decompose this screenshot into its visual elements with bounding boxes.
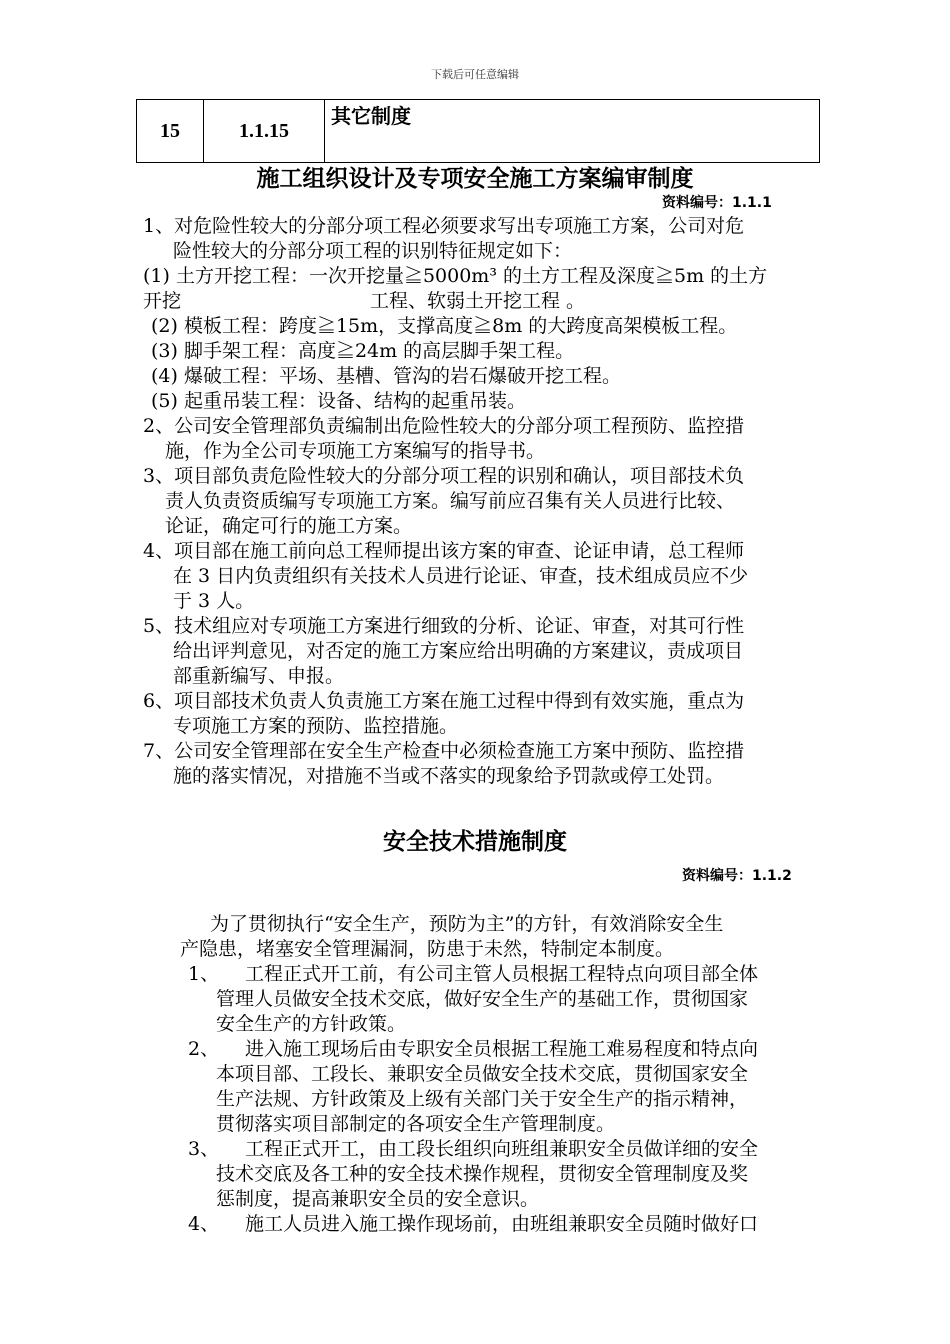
section1-title: 施工组织设计及专项安全施工方案编审制度 <box>256 166 694 192</box>
s2-line: 贯彻落实项目部制定的各项安全生产管理制度。 <box>216 1113 616 1135</box>
s1-line: 4、项目部在施工前向总工程师提出该方案的审查、论证申请，总工程师 <box>143 540 745 562</box>
s1-line: 7、公司安全管理部在安全生产检查中必须检查施工方案中预防、监控措 <box>143 740 745 762</box>
s1-line: 在 3 日内负责组织有关技术人员进行论证、审查，技术组成员应不少 <box>173 565 749 587</box>
s1-line: 5、技术组应对专项施工方案进行细致的分析、论证、审查，对其可行性 <box>143 615 745 637</box>
s1-line: 险性较大的分部分项工程的识别特征规定如下： <box>173 240 573 262</box>
s1-line: 给出评判意见，对否定的施工方案应给出明确的方案建议，责成项目 <box>173 640 744 662</box>
s1-line: (4) 爆破工程：平场、基槽、管沟的岩石爆破开挖工程。 <box>151 365 621 387</box>
section1-doc-no: 资料编号：1.1.1 <box>662 195 772 211</box>
s1-line: 开挖 <box>143 290 182 312</box>
s1-line: 3、项目部负责危险性较大的分部分项工程的识别和确认，项目部技术负 <box>143 465 745 487</box>
s2-item-number: 2、 <box>188 1038 220 1060</box>
s2-line: 管理人员做安全技术交底，做好安全生产的基础工作，贯彻国家 <box>216 988 749 1010</box>
s1-line: 1、对危险性较大的分部分项工程必须要求写出专项施工方案，公司对危 <box>143 215 745 237</box>
s1-line: (2) 模板工程：跨度≧15m，支撑高度≧8m 的大跨度高架模板工程。 <box>151 315 738 337</box>
s1-line: (1) 土方开挖工程：一次开挖量≧5000m³ 的土方工程及深度≧5m 的土方 <box>143 265 768 287</box>
s2-item-number: 3、 <box>188 1138 220 1160</box>
s1-line: 2、公司安全管理部负责编制出危险性较大的分部分项工程预防、监控措 <box>143 415 745 437</box>
s2-line: 产隐患，堵塞安全管理漏洞，防患于未然，特制定本制度。 <box>180 938 675 960</box>
s1-line: 专项施工方案的预防、监控措施。 <box>173 715 459 737</box>
section2-title: 安全技术措施制度 <box>383 829 567 855</box>
s2-line: 惩制度，提高兼职安全员的安全意识。 <box>216 1188 540 1210</box>
table-row <box>137 100 820 163</box>
s2-line: 安全生产的方针政策。 <box>216 1013 407 1035</box>
s2-line: 工程正式开工前，有公司主管人员根据工程特点向项目部全体 <box>245 963 759 985</box>
s1-line: 责人负责资质编写专项施工方案。编写前应召集有关人员进行比较、 <box>165 490 736 512</box>
s2-line: 进入施工现场后由专职安全员根据工程施工难易程度和特点向 <box>245 1038 759 1060</box>
row-title: 其它制度 <box>325 100 820 163</box>
s1-line: 施，作为全公司专项施工方案编写的指导书。 <box>165 440 546 462</box>
s1-line: (5) 起重吊装工程：设备、结构的起重吊装。 <box>151 390 526 412</box>
s2-line: 技术交底及各工种的安全技术操作规程，贯彻安全管理制度及奖 <box>216 1163 749 1185</box>
s2-line: 生产法规、方针政策及上级有关部门关于安全生产的指示精神， <box>216 1088 749 1110</box>
s1-line: 部重新编写、申报。 <box>173 665 345 687</box>
s1-line: (3) 脚手架工程：高度≧24m 的高层脚手架工程。 <box>151 340 575 362</box>
row-code: 1.1.15 <box>204 100 325 163</box>
s1-line: 施的落实情况，对措施不当或不落实的现象给予罚款或停工处罚。 <box>173 765 725 787</box>
s2-line: 施工人员进入施工操作现场前，由班组兼职安全员随时做好口 <box>245 1213 759 1235</box>
s2-item-number: 4、 <box>188 1213 220 1235</box>
section2-doc-no: 资料编号：1.1.2 <box>682 868 792 884</box>
s1-line: 工程、软弱土开挖工程 。 <box>370 290 586 312</box>
index-table <box>136 99 820 163</box>
s2-line: 本项目部、工段长、兼职安全员做安全技术交底，贯彻国家安全 <box>216 1063 749 1085</box>
s2-item-number: 1、 <box>188 963 220 985</box>
row-number: 15 <box>137 100 204 163</box>
s2-line: 为了贯彻执行“安全生产，预防为主”的方针，有效消除安全生 <box>210 913 724 935</box>
s1-line: 论证，确定可行的施工方案。 <box>165 515 413 537</box>
s1-line: 6、项目部技术负责人负责施工方案在施工过程中得到有效实施，重点为 <box>143 690 745 712</box>
s1-line: 于 3 人。 <box>173 590 255 612</box>
s2-line: 工程正式开工，由工段长组织向班组兼职安全员做详细的安全 <box>245 1138 759 1160</box>
header-note: 下载后可任意编辑 <box>431 68 519 81</box>
